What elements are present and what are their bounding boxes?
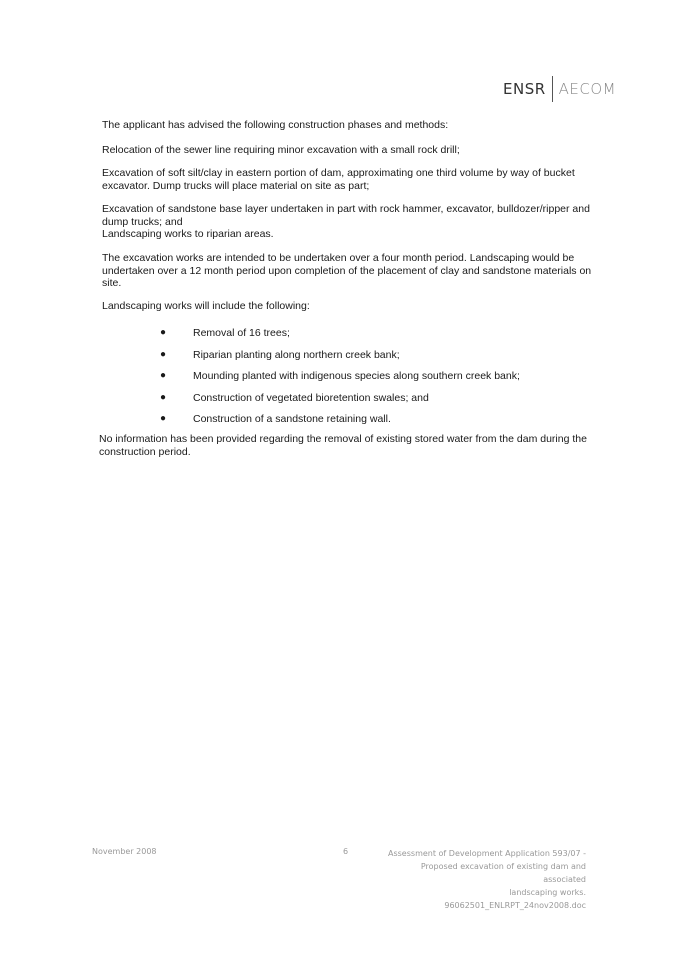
landscaping-list <box>160 327 520 435</box>
bullet-icon: ● <box>160 391 167 403</box>
logo-aecom-text: AECOM <box>558 80 617 98</box>
bullet-icon: ● <box>160 413 167 424</box>
list-item <box>160 349 520 371</box>
footer-title-line: landscaping works. <box>509 888 586 897</box>
footer-page-number: 6 <box>343 847 349 856</box>
timeline-paragraph: The excavation works are intended to be undertaken over a four month period. Landscaping would be undertaken over a 12 month period upon completion of the placement of clay and sandstone materials on site. <box>102 252 592 289</box>
list-item-text: Construction of vegetated bioretention swales; and <box>193 391 429 404</box>
phase-landscaping-paragraph: Landscaping works to riparian areas. <box>102 228 274 240</box>
list-item-text: Riparian planting along northern creek bank; <box>193 348 400 361</box>
phase-sandstone-paragraph: Excavation of sandstone base layer undertaken in part with rock hammer, excavator, bulldozer/ripper and dump trucks; and <box>102 203 590 228</box>
bullet-icon: ● <box>160 327 167 338</box>
list-item <box>160 370 520 392</box>
water-removal-paragraph: No information has been provided regarding the removal of existing stored water from the dam during the construction period. <box>99 433 587 458</box>
intro-paragraph: The applicant has advised the following construction phases and methods: <box>102 119 449 131</box>
logo-divider <box>552 76 553 102</box>
footer-date: November 2008 <box>92 847 157 856</box>
logo-ensr-text: ENSR <box>503 80 546 98</box>
landscaping-intro-paragraph: Landscaping works will include the following: <box>102 300 310 312</box>
list-item <box>160 327 520 349</box>
list-item-text: Removal of 16 trees; <box>193 327 290 339</box>
footer-title-line: Proposed excavation of existing dam and associated <box>420 862 586 884</box>
phase-sewer-paragraph: Relocation of the sewer line requiring minor excavation with a small rock drill; <box>102 144 460 156</box>
list-item <box>160 392 520 414</box>
bullet-icon: ● <box>160 348 167 360</box>
list-item-text: Construction of a sandstone retaining wall. <box>193 413 391 425</box>
phase-silt-paragraph: Excavation of soft silt/clay in eastern portion of dam, approximating one third volume by way of bucket excavator. Dump trucks will place material on site as part; <box>102 167 575 192</box>
footer-document-info <box>380 847 586 912</box>
footer-title-line: Assessment of Development Application 593/07 - <box>388 849 586 858</box>
footer-filename: 96062501_ENLRPT_24nov2008.doc <box>444 901 586 910</box>
list-item-text: Mounding planted with indigenous species along southern creek bank; <box>193 370 520 382</box>
list-item <box>160 413 520 435</box>
company-logo <box>503 76 616 102</box>
bullet-icon: ● <box>160 370 167 381</box>
